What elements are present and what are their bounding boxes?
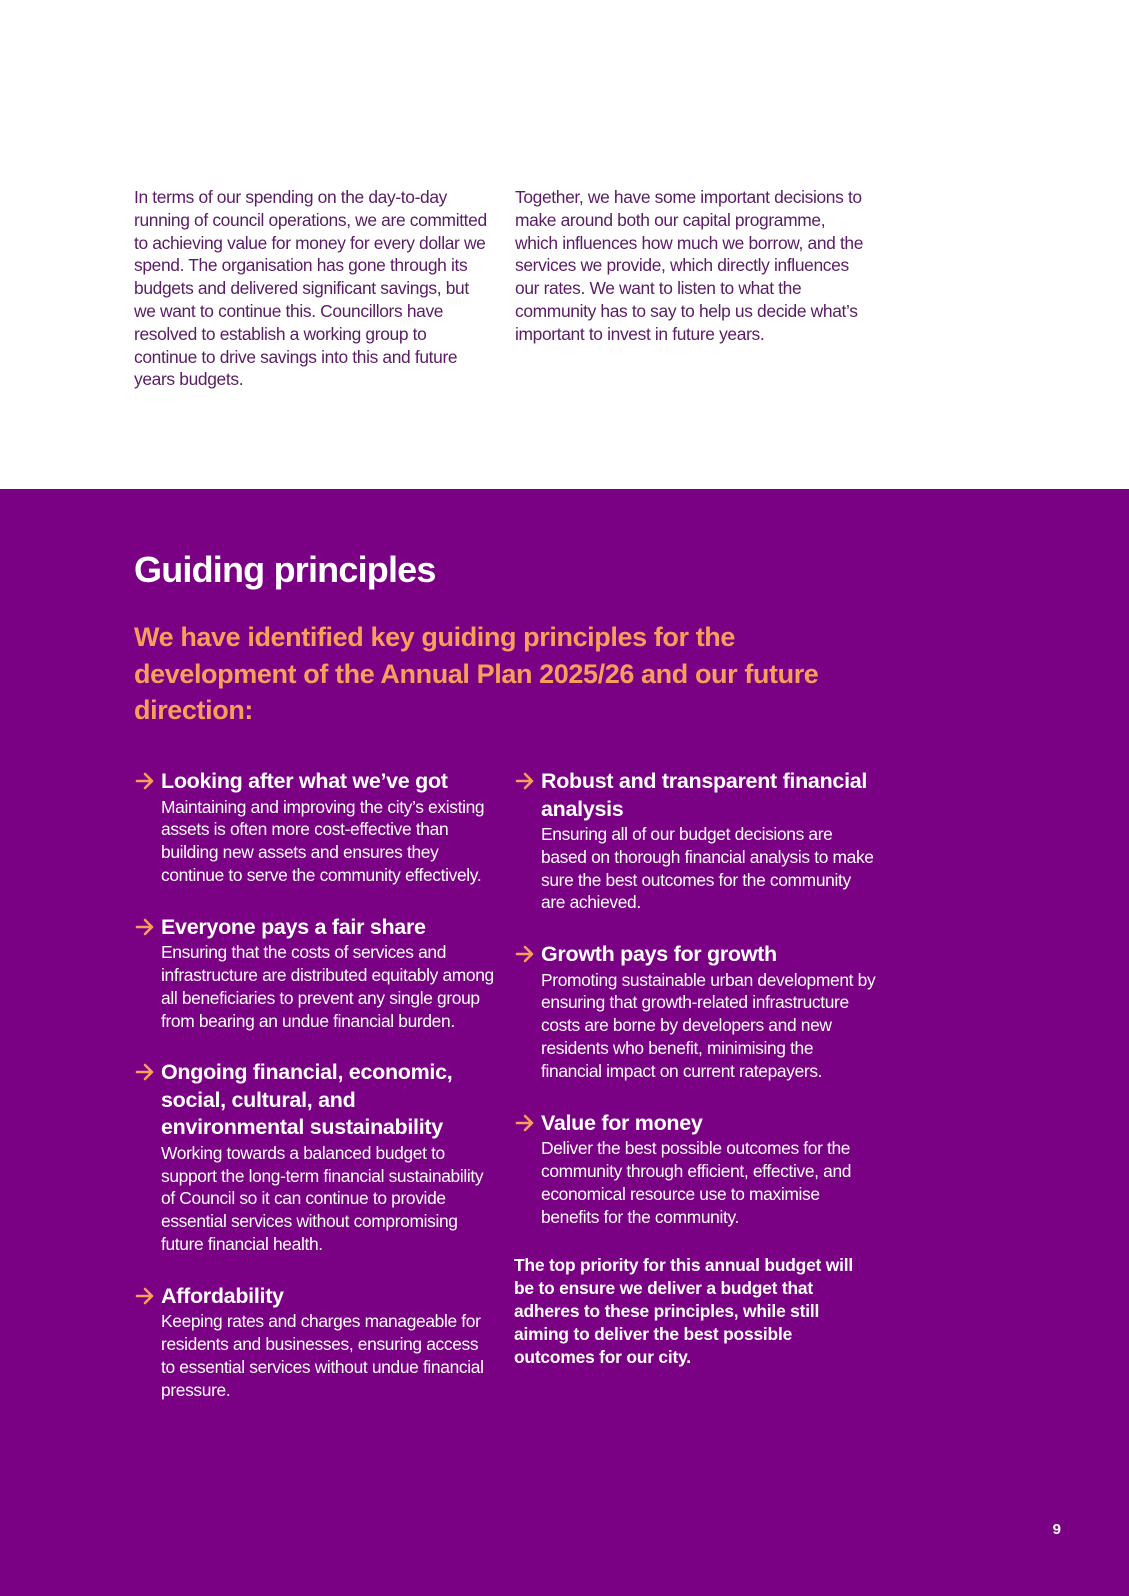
- principle-looking-after: [134, 768, 494, 887]
- principle-value-for-money: [514, 1110, 876, 1229]
- closing-statement: The top priority for this annual budget will be to ensure we deliver a budget that adheres to these principles, while still aiming to deliver the best possible outcomes for our city.: [514, 1255, 854, 1367]
- principle-body: Deliver the best possible outcomes for the community through efficient, effective, and economical resource use to maximise benefits for the community.: [541, 1138, 852, 1227]
- principle-body: Working towards a balanced budget to support the long-term financial sustainability of Council so it can continue to provide essential services without compromising future financial health.: [161, 1142, 484, 1255]
- principle-body: Ensuring all of our budget decisions are based on thorough financial analysis to make sure the best outcomes for the community are achieved.: [541, 824, 874, 913]
- principle-title: Looking after what we’ve got: [161, 769, 448, 793]
- principle-body: Ensuring that the costs of services and infrastructure are distributed equitably among all beneficiaries to prevent any single group from bearing an undue financial burden.: [161, 942, 494, 1031]
- section-lead: We have identified key guiding principles for the development of the Annual Plan 2025/26 and our future direction:: [134, 622, 819, 725]
- principle-robust-analysis: [514, 768, 876, 914]
- arrow-right-icon: [514, 1112, 536, 1134]
- section-title: Guiding principles: [134, 549, 436, 590]
- guiding-principles-panel: [0, 489, 1129, 1596]
- arrow-right-icon: [514, 943, 536, 965]
- principle-body: Keeping rates and charges manageable for residents and businesses, ensuring access to essential services without undue financial pressure.: [161, 1311, 484, 1400]
- principle-title: Growth pays for growth: [541, 942, 777, 967]
- arrow-right-icon: [514, 770, 536, 792]
- principles-left-column: [134, 768, 494, 1402]
- arrow-right-icon: [134, 916, 156, 938]
- principle-title: Value for money: [541, 1110, 703, 1135]
- principle-body: Promoting sustainable urban development by ensuring that growth-related infrastructure costs are borne by developers and new residents who benefit, minimising the financial impact on current ratepayers.: [541, 969, 876, 1081]
- principle-body: Maintaining and improving the city’s existing assets is often more cost-effective than building new assets and ensures they continue to serve the community effectively.: [161, 796, 485, 885]
- principle-fair-share: [134, 914, 494, 1033]
- arrow-right-icon: [134, 770, 156, 792]
- principle-sustainability: [134, 1059, 494, 1255]
- arrow-right-icon: [134, 1061, 156, 1083]
- principle-title: Ongoing financial, economic, social, cultural, and environmental sustainability: [161, 1060, 453, 1140]
- principles-right-column: [514, 768, 876, 1368]
- principle-growth: [514, 941, 876, 1082]
- intro-left-paragraph: In terms of our spending on the day-to-day running of council operations, we are committed to achieving value for money for every dollar we spend. The organisation has gone through its budgets and delivered significant savings, but we want to continue this. Councillors have resolved to establish a working group to continue to drive savings into this and future years budgets.: [134, 187, 487, 390]
- arrow-right-icon: [134, 1285, 156, 1307]
- intro-right-paragraph: Together, we have some important decisions to make around both our capital programme, which influences how much we borrow, and the services we provide, which directly influences our rates. We want to listen to what the community has to say to help us decide what’s important to invest in future years.: [515, 187, 864, 344]
- principle-affordability: [134, 1283, 494, 1402]
- principle-title: Everyone pays a fair share: [161, 914, 426, 939]
- principle-title: Affordability: [161, 1283, 284, 1308]
- principle-title: Robust and transparent financial analysis: [541, 769, 868, 821]
- page-number: 9: [1052, 1521, 1061, 1538]
